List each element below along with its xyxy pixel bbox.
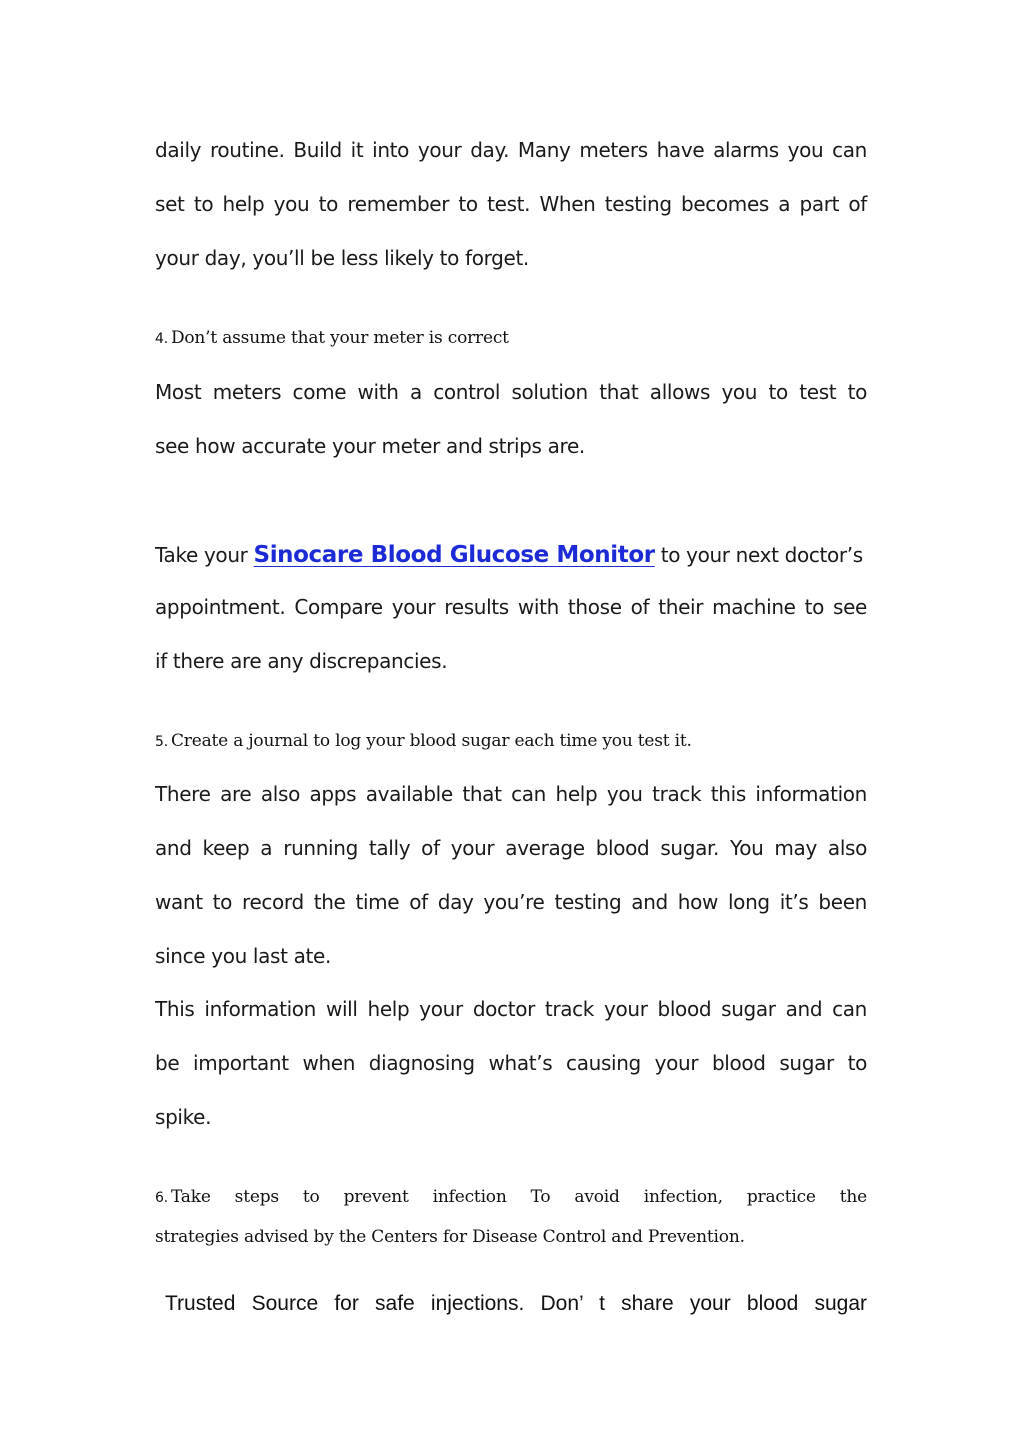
- take-your-suffix: to your next doctor’s: [660, 543, 863, 567]
- take-your-line-3: if there are any discrepancies.: [155, 649, 448, 673]
- section-5-line-2: and keep a running tally of your average blood sugar. You may also: [155, 836, 867, 860]
- section-4-line-2: see how accurate your meter and strips are.: [155, 434, 585, 458]
- take-your-prefix: Take your: [155, 543, 248, 567]
- trusted-source-line: Trusted Source for safe injections. Don’ t share your blood sugar: [165, 1292, 867, 1315]
- section-6-title-1: Take steps to prevent infection To avoid infection, practice the: [170, 1187, 867, 1207]
- take-your-line-2: appointment. Compare your results with those of their machine to see: [155, 595, 867, 619]
- section-5-line-1: There are also apps available that can help you track this information: [155, 782, 867, 806]
- section-5-line-6: be important when diagnosing what’s causing your blood sugar to: [155, 1051, 867, 1075]
- section-5-heading: [155, 729, 867, 754]
- section-5-line-5: This information will help your doctor track your blood sugar and can: [155, 997, 867, 1021]
- section-5-line-7: spike.: [155, 1105, 212, 1129]
- section-5-title: Create a journal to log your blood sugar each time you test it.: [170, 731, 692, 751]
- section-6-heading-line-1: [155, 1185, 867, 1210]
- section-6-number: 6.: [155, 1190, 168, 1206]
- take-your-line: [155, 538, 867, 572]
- intro-line-1: daily routine. Build it into your day. Many meters have alarms you can: [155, 138, 867, 162]
- section-4-line-1: Most meters come with a control solution that allows you to test to: [155, 380, 867, 404]
- intro-line-2: set to help you to remember to test. When testing becomes a part of: [155, 192, 867, 216]
- section-4-number: 4.: [155, 331, 168, 347]
- section-6-heading-line-2: strategies advised by the Centers for Disease Control and Prevention.: [155, 1227, 745, 1247]
- section-5-number: 5.: [155, 734, 168, 750]
- section-5-line-4: since you last ate.: [155, 944, 331, 968]
- section-4-title: Don’t assume that your meter is correct: [170, 328, 509, 348]
- section-4-heading: [155, 326, 867, 351]
- intro-line-3: your day, you’ll be less likely to forget.: [155, 246, 529, 270]
- document-page: [155, 0, 867, 1448]
- section-5-line-3: want to record the time of day you’re testing and how long it’s been: [155, 890, 867, 914]
- sinocare-monitor-link[interactable]: Sinocare Blood Glucose Monitor: [253, 542, 655, 568]
